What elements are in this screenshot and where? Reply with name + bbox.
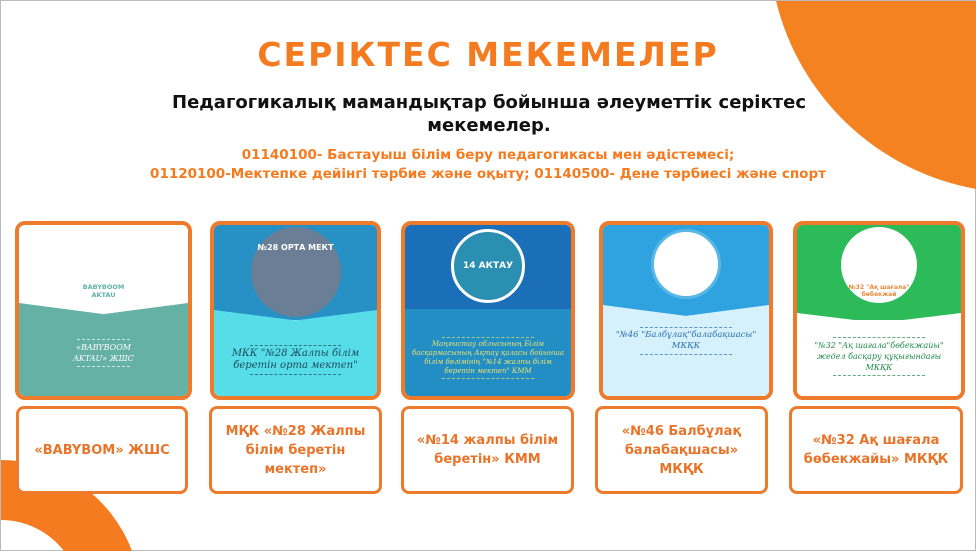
logo-text: 14 АКТАУ bbox=[462, 261, 514, 271]
card-text: "№46 "Балбұлақ"балабақшасы" МКҚК bbox=[615, 330, 757, 351]
partner-label-school-28: МҚК «№28 Жалпы білім беретін мектеп» bbox=[209, 406, 382, 494]
card-text: «BABYBOOM AKTAU» ЖШС bbox=[73, 343, 134, 363]
codes-line-1: 01140100- Бастауыш білім беру педагогикасы мен әдістемесі; bbox=[241, 147, 735, 163]
specialty-codes bbox=[1, 146, 975, 184]
codes-line-2: 01120100-Мектепке дейінгі тәрбие және оқыту; 01140500- Дене тәрбиесі және спорт bbox=[150, 166, 826, 182]
partner-label-school-14: «№14 жалпы білім беретін» КММ bbox=[401, 406, 574, 494]
card-text: Маңғыстау облысының Білім басқармасының Ақтау қаласы бойынша білім бөлімінің "№14 жалпы білім беретін мектеп" КММ bbox=[412, 340, 564, 375]
subtitle: Педагогикалық мамандықтар бойынша әлеуметтік серіктес мекемелер. bbox=[172, 92, 806, 136]
logo-text: №32 "Ақ шағала" бөбекжай bbox=[848, 284, 910, 298]
card-text: "№32 "Ақ шағала"бөбекжайы" жедел басқару құқығындағы МКҚК bbox=[814, 341, 944, 372]
page-title: СЕРІКТЕС МЕКЕМЕЛЕР bbox=[257, 35, 719, 74]
babyboom-logo bbox=[72, 235, 136, 299]
card-text: МКК "№28 Жалпы білім беретін орта мектеп" bbox=[231, 348, 360, 371]
logo-text: №28 ОРТА МЕКТ bbox=[257, 242, 334, 252]
partner-label-nursery-32: «№32 Ақ шағала бөбекжайы» МКҚК bbox=[789, 406, 963, 494]
school-28-photo bbox=[251, 227, 341, 317]
ak-shagala-logo bbox=[841, 227, 917, 303]
balbulak-logo bbox=[651, 229, 721, 299]
partner-label-babyboom: «BABYBOM» ЖШС bbox=[16, 406, 188, 494]
partner-card-kindergarten-46[interactable] bbox=[599, 221, 773, 400]
school-14-emblem bbox=[451, 229, 525, 303]
partner-card-school-14[interactable] bbox=[401, 221, 575, 400]
partner-card-babyboom[interactable] bbox=[15, 221, 192, 400]
partner-card-school-28[interactable] bbox=[210, 221, 381, 400]
partner-card-nursery-32[interactable] bbox=[793, 221, 965, 400]
logo-text: BABYBOOM AKTAU bbox=[82, 283, 125, 299]
partner-label-kindergarten-46: «№46 Балбұлақ балабақшасы» МКҚК bbox=[595, 406, 768, 494]
